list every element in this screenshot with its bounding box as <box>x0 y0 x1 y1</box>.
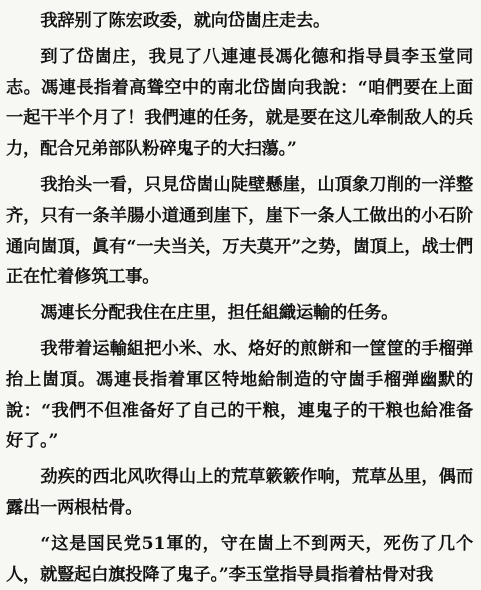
paragraph-5: 我带着运輸組把小米、水、烙好的煎餅和一筐筐的手榴弹抬上崮頂。馮連長指着軍区特地給制造的守崮手榴弹幽默的說：“我們不但准备好了自己的干粮，連鬼子的干粮也給准备好了。” <box>6 338 473 452</box>
paragraph-2: 到了岱崮庄，我見了八連連長馮化德和指导員李玉堂同志。馮連長指着高聳空中的南北岱崮向我說：“咱們要在上面一起干半个月了！我們連的任务，就是要在这儿牵制敌人的兵力，配合兄弟部队粉碎鬼子的大扫蕩。” <box>6 46 473 160</box>
paragraph-1: 我辞别了陈宏政委，就向岱崮庄走去。 <box>40 11 331 31</box>
paragraph-7: “这是国民党51軍的，守在崮上不到两天，死伤了几个人，就豎起白旗投降了鬼子。”李玉堂指导員指着枯骨对我 <box>6 533 473 585</box>
paragraph-6: 劲疾的西北风吹得山上的荒草簌簌作响，荒草丛里，偶而露出一两根枯骨。 <box>6 467 473 518</box>
paragraph-3: 我抬头一看，只見岱崮山陡壁懸崖，山頂象刀削的一洋整齐，只有一条羊腸小道通到崖下，崖下一条人工做出的小石阶通向崮頂，眞有“一夫当关，万夫莫开”之势，崮頂上，战士們正在忙着修筑工事。 <box>6 174 473 288</box>
paragraph-4: 馮連长分配我住在庄里，担任組織运輸的任务。 <box>40 303 399 324</box>
